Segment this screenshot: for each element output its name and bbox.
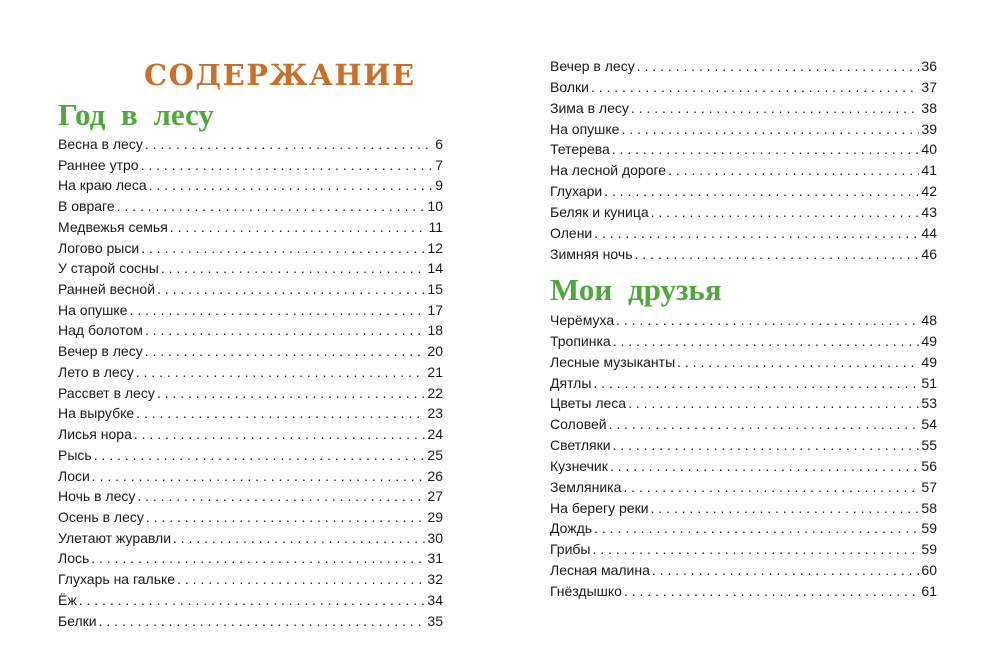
toc-dot-leader: [594, 518, 919, 539]
toc-entry-page-number: 49: [921, 332, 937, 349]
toc-entry[interactable]: [58, 155, 443, 176]
toc-dot-leader: [136, 403, 425, 424]
toc-entry-title: На опушке: [58, 301, 128, 318]
toc-entry-title: Кузнечик: [550, 457, 608, 474]
toc-entry-page-number: 54: [921, 416, 937, 433]
toc-entry[interactable]: [550, 373, 937, 394]
toc-entry-page-number: 26: [427, 467, 443, 484]
toc-dot-leader: [145, 134, 433, 155]
toc-entry-title: Тетерева: [550, 141, 610, 158]
toc-entry[interactable]: [550, 414, 937, 435]
toc-dot-leader: [634, 244, 919, 265]
toc-entry-title: Зима в лесу: [550, 99, 629, 116]
toc-entry[interactable]: [58, 341, 443, 362]
toc-entry[interactable]: [58, 548, 443, 569]
toc-dot-leader: [624, 581, 919, 602]
toc-entry[interactable]: [550, 181, 937, 202]
toc-entry-title: Тропинка: [550, 332, 611, 349]
toc-entry-page-number: 9: [435, 177, 443, 194]
toc-dot-leader: [137, 486, 425, 507]
toc-entry-page-number: 39: [921, 120, 937, 137]
toc-entry[interactable]: [58, 507, 443, 528]
toc-entry-title: Цветы леса: [550, 395, 627, 412]
toc-entry[interactable]: [58, 320, 443, 341]
toc-entry-title: Лесные музыканты: [550, 353, 676, 370]
toc-dot-leader: [616, 310, 919, 331]
toc-entry[interactable]: [550, 331, 937, 352]
toc-dot-leader: [145, 341, 426, 362]
toc-dot-leader: [79, 590, 426, 611]
toc-entry[interactable]: [58, 134, 443, 155]
toc-entry-page-number: 40: [921, 141, 937, 158]
toc-dot-leader: [623, 477, 919, 498]
toc-entry-title: Рассвет в лесу: [58, 384, 155, 401]
toc-entry[interactable]: [58, 528, 443, 549]
toc-entry-page-number: 36: [921, 58, 937, 74]
toc-entry-title: Олени: [550, 224, 593, 241]
toc-entry-page-number: 57: [921, 478, 937, 495]
toc-entry-page-number: 41: [921, 162, 937, 179]
toc-entry-title: Соловей: [550, 416, 607, 433]
toc-entry-title: Дождь: [550, 520, 593, 537]
toc-dot-leader: [631, 98, 920, 119]
toc-dot-leader: [594, 223, 919, 244]
toc-dot-leader: [177, 569, 425, 590]
toc-entry-page-number: 6: [435, 136, 443, 152]
toc-entry-page-number: 60: [921, 562, 937, 579]
toc-entry[interactable]: [58, 217, 443, 238]
toc-entry-title: Белки: [58, 612, 97, 629]
toc-entry-title: Лисья нора: [58, 426, 132, 443]
toc-entry[interactable]: [58, 590, 443, 611]
toc-entry[interactable]: [550, 310, 937, 331]
toc-dot-leader: [161, 258, 426, 279]
toc-entry-title: Земляника: [550, 478, 622, 495]
toc-entry-title: Лесная малина: [550, 562, 650, 579]
toc-entry-page-number: 21: [427, 363, 443, 380]
toc-entry-title: У старой сосны: [58, 260, 159, 277]
toc-list-god-v-lesu: [58, 134, 443, 631]
toc-entry[interactable]: [550, 56, 937, 77]
toc-entry-title: Лось: [58, 550, 90, 567]
toc-entry-page-number: 10: [427, 198, 443, 215]
toc-entry[interactable]: [550, 352, 937, 373]
toc-entry[interactable]: [550, 160, 937, 181]
toc-entry-page-number: 59: [921, 541, 937, 558]
toc-dot-leader: [141, 238, 425, 259]
toc-entry[interactable]: [550, 77, 937, 98]
toc-dot-leader: [591, 77, 919, 98]
toc-entry-page-number: 30: [427, 529, 443, 546]
toc-entry-title: На краю леса: [58, 177, 147, 194]
toc-entry-title: Медвежья семья: [58, 218, 168, 235]
toc-entry-title: Ёж: [58, 591, 77, 608]
toc-dot-leader: [145, 320, 425, 341]
toc-entry-title: Весна в лесу: [58, 136, 143, 152]
toc-entry-title: Вечер в лесу: [550, 58, 635, 74]
toc-dot-leader: [173, 528, 425, 549]
toc-entry[interactable]: [550, 98, 937, 119]
toc-entry[interactable]: [550, 518, 937, 539]
toc-entry[interactable]: [58, 611, 443, 632]
toc-entry-title: Лоси: [58, 467, 90, 484]
toc-dot-leader: [628, 393, 919, 414]
toc-dot-leader: [593, 373, 919, 394]
toc-entry[interactable]: [58, 445, 443, 466]
toc-dot-leader: [129, 300, 425, 321]
toc-entry[interactable]: [58, 258, 443, 279]
toc-dot-leader: [136, 362, 426, 383]
toc-entry-page-number: 44: [921, 224, 937, 241]
toc-entry-page-number: 14: [427, 260, 443, 277]
toc-dot-leader: [94, 445, 426, 466]
toc-dot-leader: [157, 383, 426, 404]
toc-entry-title: Волки: [550, 78, 589, 95]
toc-dot-leader: [170, 217, 427, 238]
toc-entry[interactable]: [58, 300, 443, 321]
toc-dot-leader: [141, 155, 434, 176]
toc-dot-leader: [651, 498, 920, 519]
toc-dot-leader: [613, 435, 920, 456]
toc-entry-page-number: 20: [427, 343, 443, 360]
page-title: СОДЕРЖАНИЕ: [144, 58, 416, 92]
toc-entry[interactable]: [58, 403, 443, 424]
toc-entry-page-number: 37: [921, 78, 937, 95]
toc-entry-title: Раннее утро: [58, 156, 139, 173]
toc-entry-page-number: 56: [921, 457, 937, 474]
toc-entry[interactable]: [550, 560, 937, 581]
toc-dot-leader: [149, 175, 434, 196]
toc-entry-page-number: 15: [427, 281, 443, 298]
toc-entry[interactable]: [58, 279, 443, 300]
toc-dot-leader: [613, 331, 920, 352]
toc-entry-page-number: 24: [427, 426, 443, 443]
toc-entry-page-number: 48: [921, 312, 937, 328]
toc-entry-page-number: 46: [921, 245, 937, 262]
toc-entry-title: В овраге: [58, 198, 115, 215]
toc-entry[interactable]: [550, 498, 937, 519]
toc-entry-page-number: 31: [427, 550, 443, 567]
toc-dot-leader: [677, 352, 919, 373]
toc-entry[interactable]: [550, 477, 937, 498]
toc-entry[interactable]: [550, 435, 937, 456]
toc-entry[interactable]: [550, 223, 937, 244]
toc-entry[interactable]: [58, 486, 443, 507]
toc-dot-leader: [609, 414, 920, 435]
toc-entry-title: Логово рыси: [58, 239, 140, 256]
toc-entry-title: Черёмуха: [550, 312, 615, 328]
toc-entry-title: Беляк и куница: [550, 203, 649, 220]
toc-entry-page-number: 42: [921, 183, 937, 200]
right-page: [500, 0, 1000, 672]
toc-entry-page-number: 11: [428, 218, 443, 235]
toc-entry-page-number: 22: [427, 384, 443, 401]
toc-entry-page-number: 7: [435, 156, 443, 173]
toc-dot-leader: [612, 139, 920, 160]
toc-entry-title: Глухарь на гальке: [58, 571, 176, 588]
toc-dot-leader: [117, 196, 426, 217]
toc-entry-title: На лесной дороге: [550, 162, 667, 179]
toc-dot-leader: [652, 560, 920, 581]
toc-entry-page-number: 55: [921, 437, 937, 454]
toc-entry-title: Гнёздышко: [550, 582, 622, 599]
toc-list-moi-druzya: [550, 310, 937, 602]
toc-entry[interactable]: [58, 238, 443, 259]
toc-entry[interactable]: [58, 424, 443, 445]
toc-entry-title: На берегу реки: [550, 499, 649, 516]
toc-entry-page-number: 25: [427, 446, 443, 463]
toc-entry-page-number: 23: [427, 405, 443, 422]
toc-dot-leader: [92, 466, 426, 487]
toc-entry[interactable]: [58, 362, 443, 383]
toc-entry[interactable]: [550, 119, 937, 140]
toc-entry-page-number: 32: [427, 571, 443, 588]
toc-entry-page-number: 43: [921, 203, 937, 220]
toc-dot-leader: [610, 456, 920, 477]
toc-entry[interactable]: [550, 393, 937, 414]
toc-entry[interactable]: [550, 202, 937, 223]
toc-entry-title: Ранней весной: [58, 281, 156, 298]
toc-dot-leader: [651, 202, 920, 223]
toc-dot-leader: [592, 539, 919, 560]
toc-entry-page-number: 35: [427, 612, 443, 629]
toc-entry[interactable]: [550, 539, 937, 560]
toc-entry-page-number: 61: [921, 582, 937, 599]
toc-entry-page-number: 18: [427, 322, 443, 339]
toc-entry[interactable]: [58, 466, 443, 487]
toc-entry[interactable]: [58, 569, 443, 590]
toc-entry-page-number: 12: [427, 239, 443, 256]
toc-entry-page-number: 59: [921, 520, 937, 537]
toc-entry[interactable]: [550, 139, 937, 160]
toc-entry-title: Светляки: [550, 437, 611, 454]
toc-entry-title: Осень в лесу: [58, 508, 144, 525]
toc-dot-leader: [637, 56, 920, 77]
toc-dot-leader: [668, 160, 919, 181]
toc-entry-title: Дятлы: [550, 374, 592, 391]
toc-entry[interactable]: [550, 456, 937, 477]
toc-entry-title: Улетают журавли: [58, 529, 172, 546]
toc-entry-title: Грибы: [550, 541, 591, 558]
toc-dot-leader: [604, 181, 919, 202]
toc-entry-page-number: 49: [921, 353, 937, 370]
toc-dot-leader: [99, 611, 426, 632]
toc-dot-leader: [91, 548, 425, 569]
toc-entry-page-number: 29: [427, 508, 443, 525]
toc-entry-title: Лето в лесу: [58, 363, 134, 380]
toc-entry-page-number: 27: [427, 488, 443, 505]
toc-dot-leader: [146, 507, 426, 528]
section-heading-god-v-lesu: Год в лесу: [58, 97, 214, 132]
toc-dot-leader: [621, 119, 919, 140]
toc-entry-page-number: 53: [921, 395, 937, 412]
toc-dot-leader: [157, 279, 425, 300]
toc-entry-page-number: 34: [427, 591, 443, 608]
toc-dot-leader: [134, 424, 426, 445]
toc-entry-page-number: 58: [921, 499, 937, 516]
toc-entry[interactable]: [58, 196, 443, 217]
toc-entry[interactable]: [58, 383, 443, 404]
toc-entry-title: Рысь: [58, 446, 92, 463]
toc-entry-title: Ночь в лесу: [58, 488, 136, 505]
toc-entry-page-number: 38: [921, 99, 937, 116]
toc-entry-title: Над болотом: [58, 322, 143, 339]
toc-entry-title: На вырубке: [58, 405, 135, 422]
toc-entry-title: На опушке: [550, 120, 620, 137]
toc-entry-page-number: 51: [921, 374, 937, 391]
toc-entry-title: Вечер в лесу: [58, 343, 143, 360]
section-heading-moi-druzya: Мои друзья: [550, 272, 722, 307]
toc-entry-title: Глухари: [550, 183, 603, 200]
toc-entry-page-number: 17: [427, 301, 443, 318]
toc-entry[interactable]: [550, 244, 937, 265]
toc-entry[interactable]: [550, 581, 937, 602]
toc-entry-title: Зимняя ночь: [550, 245, 633, 262]
toc-list-god-v-lesu-continued: [550, 56, 937, 264]
toc-entry[interactable]: [58, 175, 443, 196]
